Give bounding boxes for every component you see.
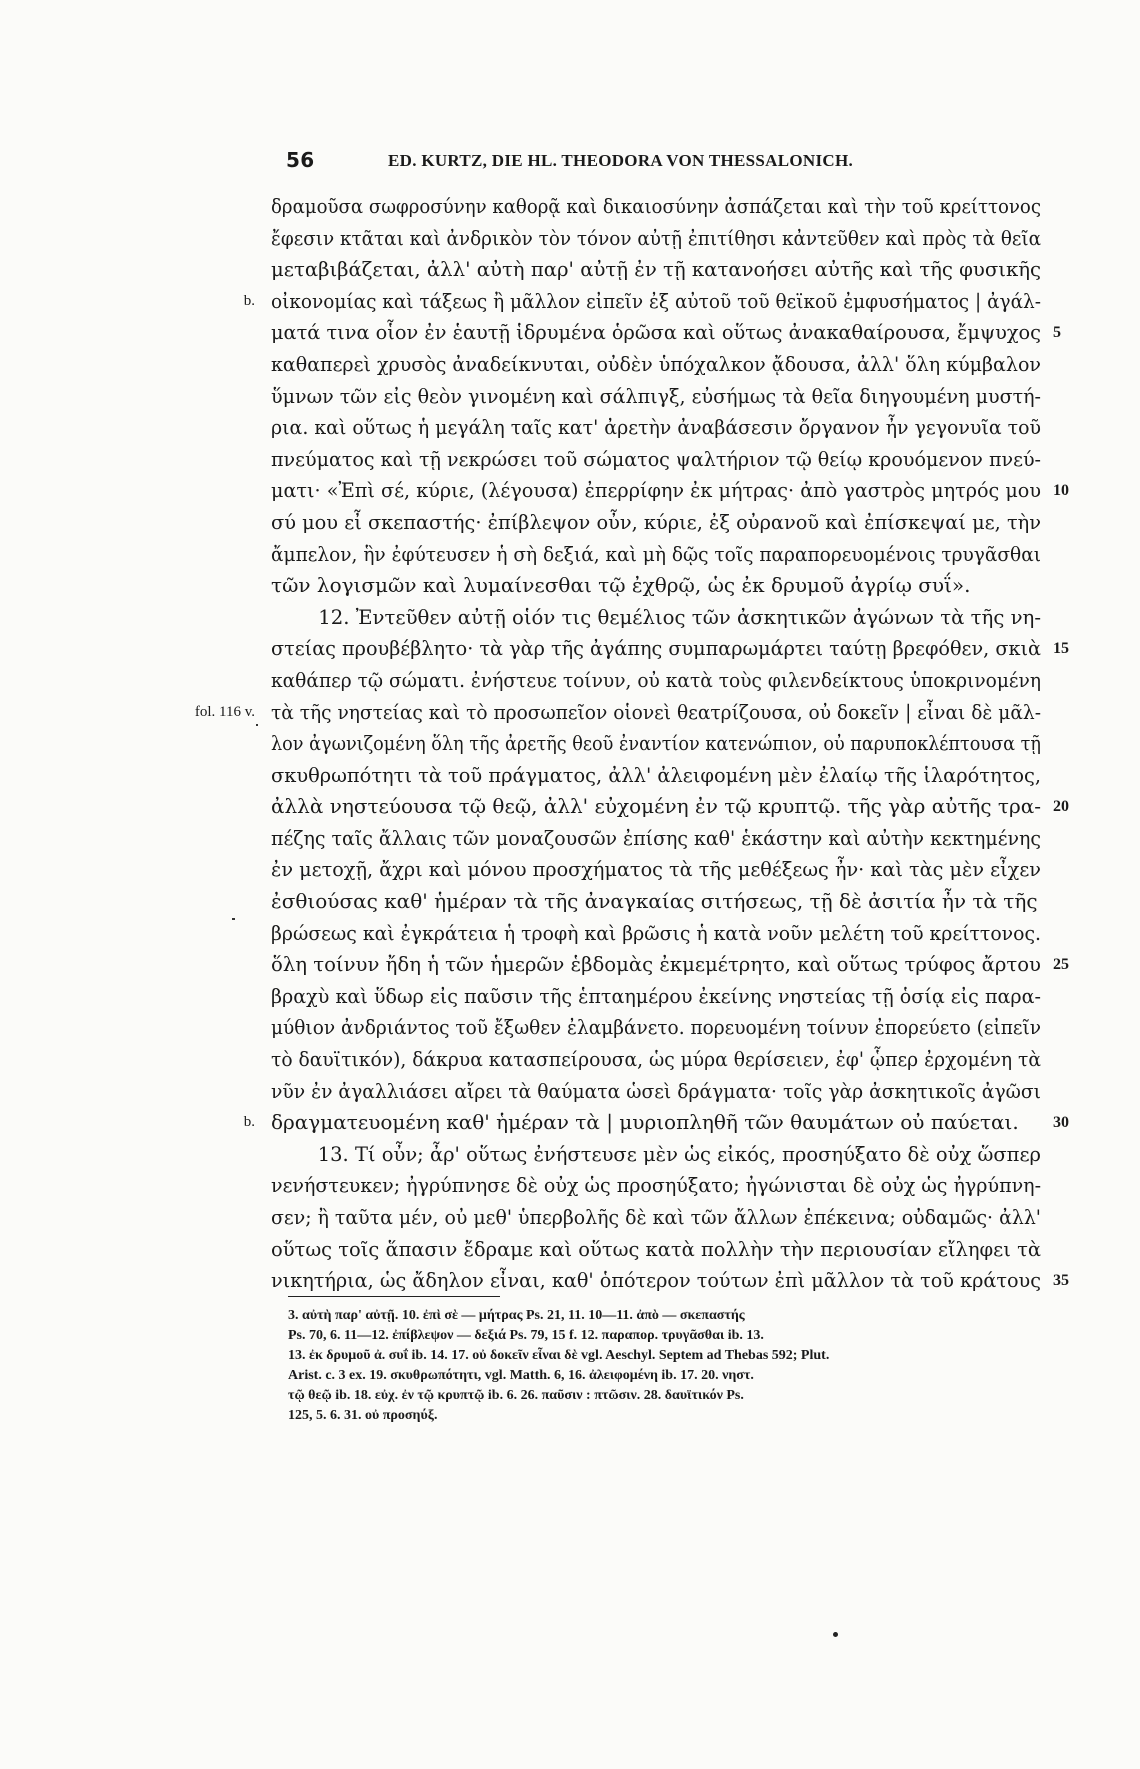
line-number: 30 [1053, 1114, 1069, 1132]
text-line [271, 791, 1069, 823]
text-line [271, 1139, 1041, 1171]
text-line [243, 286, 1041, 318]
print-speck [256, 724, 258, 726]
running-header [286, 148, 1060, 180]
text-line [271, 570, 1041, 602]
line-text: οἰκονομίας καὶ τάξεως ἢ μᾶλλον εἰπεῖν ἐξ αὐτοῦ τοῦ θεϊκοῦ ἐμφυσήματος | ἀγάλ- [271, 288, 1041, 313]
text-line [271, 317, 1061, 349]
line-text: σεν; ἢ ταῦτα μέν, οὐ μεθ' ὑπερβολῆς δὲ καὶ τῶν ἄλλων ἐπέκεινα; οὐδαμῶς· ἀλλ' [271, 1205, 1041, 1229]
line-text: βραχὺ καὶ ὕδωρ εἰς παῦσιν τῆς ἑπταημέρου ἐκείνης νηστείας τῇ ὁσίᾳ εἰς παρα- [271, 983, 1041, 1008]
line-number: 35 [1053, 1272, 1069, 1290]
text-line [271, 381, 1041, 413]
text-line [271, 444, 1041, 476]
text-line [271, 854, 1041, 886]
page-number: 56 [286, 148, 315, 172]
text-line [271, 475, 1069, 507]
text-line [271, 886, 1041, 918]
text-line [271, 539, 1041, 571]
footnotes [288, 1306, 1048, 1426]
line-text: βρώσεως καὶ ἐγκράτεια ἡ τροφὴ καὶ βρῶσις ἡ κατὰ νοῦν μελέτη τοῦ κρείττονος. [271, 920, 1041, 945]
text-line [271, 1076, 1041, 1108]
line-text: μύθιον ἀνδριάντος τοῦ ἔξωθεν ἐλαμβάνετο. πορευομένη τοίνυν ἐπορεύετο (εἰπεῖν [271, 1015, 1041, 1040]
folio-marker: b. [243, 1114, 255, 1131]
text-line [271, 1012, 1041, 1044]
line-text: ἀλλὰ νηστεύουσα τῷ θεῷ, ἀλλ' εὐχομένη ἐν τῷ κρυπτῷ. τῆς γὰρ αὐτῆς τρα- [271, 794, 1041, 819]
line-text: καθαπερεὶ χρυσὸς ἀναδείκνυται, οὐδὲν ὑπόχαλκον ᾄδουσα, ἀλλ' ὅλη κύμβαλον [271, 351, 1041, 376]
text-line [271, 918, 1041, 950]
footnote-line: Ps. 70, 6. 11—12. ἐπίβλεψον — δεξιά Ps. 79, 15 f. 12. παραπορ. τρυγᾶσθαι ib. 13. [288, 1328, 764, 1343]
text-line [194, 697, 1041, 729]
line-text: 13. Τί οὖν; ἆρ' οὕτως ἐνήστευσε μὲν ὡς εἰκός, προσηύξατο δὲ οὐχ ὥσπερ [317, 1141, 1041, 1166]
line-text: ἔφεσιν κτᾶται καὶ ἀνδρικὸν τὸν τόνον αὐτῇ ἐπιτίθησι κἀντεῦθεν καὶ πρὸς τὰ θεῖα [271, 225, 1041, 250]
line-text: ἐν μετοχῇ, ἄχρι καὶ μόνου προσχήματος τὰ τῆς μεθέξεως ἦν· καὶ τὰς μὲν εἶχεν [271, 857, 1041, 882]
line-text: πέζης ταῖς ἄλλαις τῶν μοναζουσῶν ἐπίσης καθ' ἑκάστην καὶ αὐτὴν κεκτημένης [271, 825, 1041, 850]
line-text: δραγματευομένη καθ' ἡμέραν τὰ | μυριοπληθῆ τῶν θαυμάτων οὐ παύεται. [271, 1110, 1019, 1135]
print-speck [232, 918, 235, 920]
line-text: οὕτως τοῖς ἅπασιν ἔδραμε καὶ οὕτως κατὰ πολλὴν τὴν περιουσίαν εἴληφει τὰ [271, 1236, 1041, 1261]
line-number: 15 [1053, 640, 1069, 658]
line-text: μεταβιβάζεται, ἀλλ' αὐτὴ παρ' αὐτῇ ἐν τῇ κατανοήσει αὐτῆς καὶ τῆς φυσικῆς [271, 257, 1041, 282]
footnote-rule [288, 1296, 500, 1297]
text-line [271, 633, 1069, 665]
text-line [271, 1202, 1041, 1234]
line-text: καθάπερ τῷ σώματι. ἐνήστευε τοίνυν, οὐ κατὰ τοὺς φιλενδείκτους ὑποκρινομένη [271, 667, 1041, 692]
text-line [271, 1265, 1069, 1297]
text-line [243, 1107, 1069, 1139]
running-title: ED. KURTZ, DIE HL. THEODORA VON THESSALONICH. [388, 151, 854, 170]
print-speck [833, 1632, 838, 1637]
line-text: νικητήρια, ὡς ἄδηλον εἶναι, καθ' ὁπότερον τούτων ἐπὶ μᾶλλον τὰ τοῦ κράτους [271, 1268, 1041, 1293]
text-line [271, 823, 1041, 855]
text-line [271, 1234, 1041, 1266]
line-text: ἐσθιούσας καθ' ἡμέραν τὰ τῆς ἀναγκαίας σιτήσεως, τῇ δὲ ἀσιτία ἦν τὰ τῆς [271, 889, 1038, 914]
line-text: τὰ τῆς νηστείας καὶ τὸ προσωπεῖον οἱονεὶ θεατρίζουσα, οὐ δοκεῖν | εἶναι δὲ μᾶλ- [271, 699, 1041, 724]
line-text: τὸ δαυϊτικόν), δάκρυα κατασπείρουσα, ὡς μύρα θερίσειεν, ἐφ' ᾧπερ ἐρχομένη τὰ [271, 1047, 1041, 1072]
text-line [271, 981, 1041, 1013]
line-text: ἄμπελον, ἣν ἐφύτευσεν ἡ σὴ δεξιά, καὶ μὴ δῷς τοῖς παραπορευομένοις τρυγᾶσθαι [271, 541, 1041, 566]
folio-marker: b. [243, 292, 255, 309]
text-line [271, 349, 1041, 381]
main-text [194, 191, 1069, 1297]
line-text: στείας προυβέβλητο· τὰ γὰρ τῆς ἀγάπης συμπαρωμάρτει ταύτῃ βρεφόθεν, σκιὰ [271, 636, 1041, 661]
folio-marker: fol. 116 v. [194, 703, 255, 720]
text-line [271, 191, 1041, 223]
footnote-line: 3. αὐτὴ παρ' αὐτῇ. 10. ἐπὶ σὲ — μήτρας Ps. 21, 11. 10—11. ἀπὸ — σκεπαστής [288, 1308, 745, 1323]
line-number: 10 [1053, 482, 1069, 500]
text-line [271, 949, 1069, 981]
footnote-line: Arist. c. 3 ex. 19. σκυθρωπότητι, vgl. Matth. 6, 16. ἀλειφομένη ib. 17. 20. νηστ. [288, 1368, 754, 1383]
line-text: τῶν λογισμῶν καὶ λυμαίνεσθαι τῷ ἐχθρῷ, ὡς ἐκ δρυμοῦ ἀγρίῳ συΐ». [271, 573, 971, 598]
text-line [271, 760, 1041, 792]
text-line [271, 507, 1041, 539]
line-text: 12. Ἐντεῦθεν αὐτῇ οἱόν τις θεμέλιος τῶν ἀσκητικῶν ἀγώνων τὰ τῆς νη- [318, 604, 1041, 629]
line-text: λον ἀγωνιζομένη ὅλη τῆς ἀρετῆς θεοῦ ἐναντίον κατενώπιον, οὐ παρυποκλέπτουσα τῇ [271, 731, 1041, 756]
line-number: 25 [1053, 956, 1069, 974]
line-text: ματά τινα οἷον ἐν ἑαυτῇ ἱδρυμένα ὁρῶσα καὶ οὕτως ἀνακαθαίρουσα, ἔμψυχος [271, 320, 1041, 345]
footnote-line: 125, 5. 6. 31. οὐ προσηύξ. [288, 1408, 438, 1423]
line-text: σκυθρωπότητι τὰ τοῦ πράγματος, ἀλλ' ἀλειφομένη μὲν ἐλαίῳ τῆς ἱλαρότητος, [271, 762, 1041, 787]
text-line [271, 602, 1041, 634]
text-line [271, 254, 1041, 286]
line-text: ρια. καὶ οὕτως ἡ μεγάλη ταῖς κατ' ἀρετὴν ἀναβάσεσιν ὄργανον ἦν γεγονυῖα τοῦ [271, 415, 1041, 440]
footnote-line: 13. ἐκ δρυμοῦ ἀ. συΐ ib. 14. 17. οὐ δοκεῖν εἶναι δὲ vgl. Aeschyl. Septem ad Thebas 592; Plut. [288, 1348, 830, 1363]
line-text: νῦν ἐν ἀγαλλιάσει αἴρει τὰ θαύματα ὡσεὶ δράγματα· τοῖς γὰρ ἀσκητικοῖς ἀγῶσι [271, 1078, 1041, 1103]
footnote-line: τῷ θεῷ ib. 18. εὐχ. ἐν τῷ κρυπτῷ ib. 6. 26. παῦσιν : πτῶσιν. 28. δαυϊτικόν Ps. [288, 1388, 744, 1403]
text-line [271, 728, 1041, 760]
line-text: πνεύματος καὶ τῇ νεκρώσει τοῦ σώματος ψαλτήριον τῷ θείῳ κρουόμενον πνεύ- [271, 446, 1041, 471]
line-number: 5 [1053, 324, 1061, 342]
line-text: ὕμνων τῶν εἰς θεὸν γινομένη καὶ σάλπιγξ, εὐσήμως τὰ θεῖα διηγουμένη μυστή- [271, 383, 1041, 408]
line-text: δραμοῦσα σωφροσύνην καθορᾷ καὶ δικαιοσύνην ἀσπάζεται καὶ τὴν τοῦ κρείττονος [271, 194, 1041, 218]
line-text: ματι· «Ἐπὶ σέ, κύριε, (λέγουσα) ἐπερρίφην ἐκ μήτρας· ἀπὸ γαστρὸς μητρός μου [271, 478, 1041, 503]
text-line [271, 1170, 1041, 1202]
text-line [271, 223, 1041, 255]
text-line [271, 1044, 1041, 1076]
line-text: σύ μου εἶ σκεπαστής· ἐπίβλεψον οὖν, κύριε, ἐξ οὐρανοῦ καὶ ἐπίσκεψαί με, τὴν [271, 509, 1041, 534]
line-text: ὅλη τοίνυν ἤδη ἡ τῶν ἡμερῶν ἑβδομὰς ἐκμεμέτρητο, καὶ οὕτως τρύφος ἄρτου [271, 952, 1041, 977]
line-number: 20 [1053, 798, 1069, 816]
line-text: νενήστευκεν; ἠγρύπνησε δὲ οὐχ ὡς προσηύξατο; ἠγώνισται δὲ οὐχ ὡς ἠγρύπνη- [271, 1173, 1041, 1198]
text-line [271, 665, 1041, 697]
text-line [271, 412, 1041, 444]
